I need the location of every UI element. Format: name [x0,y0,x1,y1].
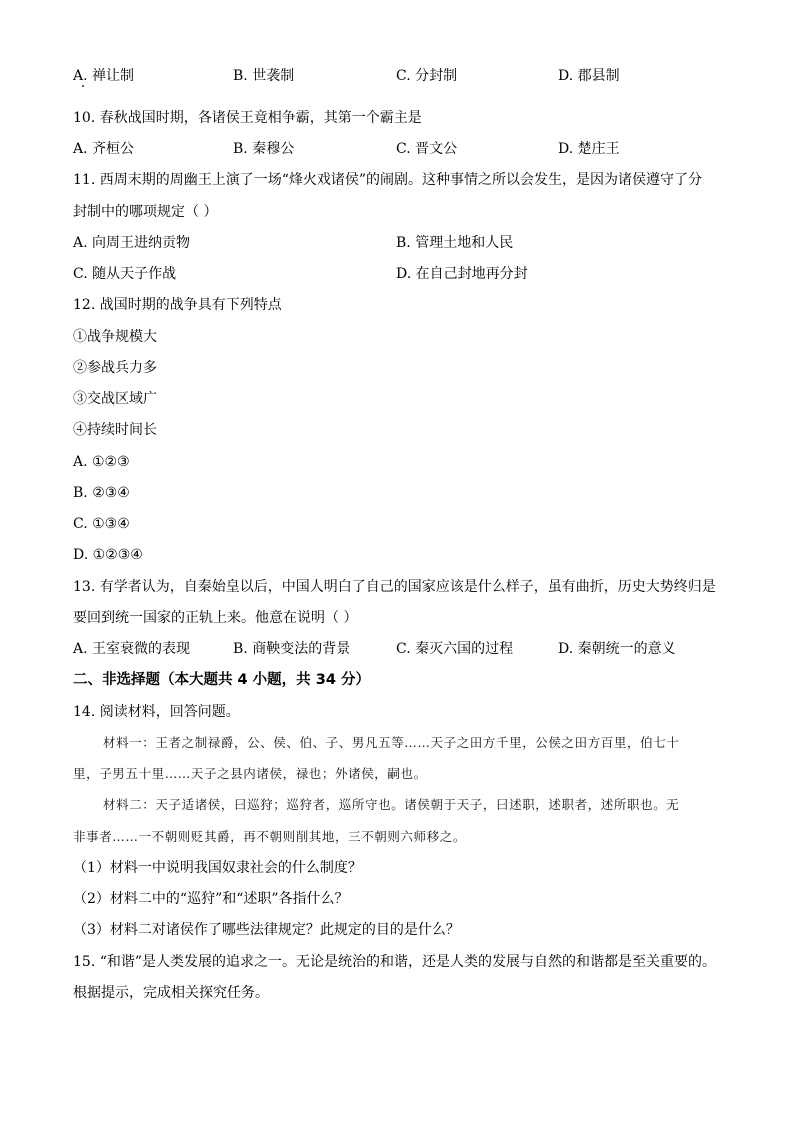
q9-option-c: C. 分封制 [396,68,458,84]
q11-option-a: A. 向周王进纳贡物 [73,235,191,251]
q14-material1-line1: 材料一：王者之制禄爵，公、侯、伯、子、男凡五等……天子之田方千里，公侯之田方百里，伯七十 [103,735,680,750]
q11-stem-line2: 封制中的哪项规定（ ） [73,204,218,220]
q13-stem-line2: 要回到统一国家的正轨上来。他意在说明（ ） [73,610,358,626]
q15-stem-line1: 15. “和谐”是人类发展的追求之一。无论是统治的和谐，还是人类的发展与自然的和谐都是至关重要的。 [73,954,717,970]
q9-option-d: D. 郡县制 [558,68,620,84]
stray-dot [82,85,84,87]
q10-option-d: D. 楚庄王 [558,141,620,157]
q11-option-d: D. 在自己封地再分封 [396,266,528,282]
q12-option-c: C. ①③④ [73,516,130,532]
q14-material1-line2: 里，子男五十里……天子之县内诸侯，禄也；外诸侯，嗣也。 [73,766,427,781]
q12-item-3: ③交战区域广 [73,391,157,407]
q13-option-a: A. 王室衰微的表现 [73,641,191,657]
q10-option-c: C. 晋文公 [396,141,458,157]
q12-item-1: ①战争规模大 [73,329,157,345]
q12-option-a: A. ①②③ [73,454,130,470]
q13-option-d: D. 秦朝统一的意义 [558,641,676,657]
q14-subquestion-2: （2）材料二中的“巡狩”和“述职”各指什么？ [73,891,349,907]
q14-material2-line2: 非事者……一不朝则贬其爵，再不朝则削其地，三不朝则六师移之。 [73,829,467,844]
q11-option-c: C. 随从天子作战 [73,266,177,282]
q13-option-c: C. 秦灭六国的过程 [396,641,514,657]
q12-item-2: ②参战兵力多 [73,360,157,376]
q13-option-b: B. 商鞅变法的背景 [233,641,351,657]
q12-option-b: B. ②③④ [73,485,130,501]
section-heading: 二、非选择题（本大题共 4 小题，共 34 分） [73,672,370,688]
q11-stem-line1: 11. 西周末期的周幽王上演了一场“烽火戏诸侯”的闹剧。这种事情之所以会发生，是因为诸侯遵守了分 [73,172,703,188]
q11-option-b: B. 管理土地和人民 [396,235,514,251]
q9-option-a: A. 禅让制 [73,68,135,84]
q14-subquestion-3: （3）材料二对诸侯作了哪些法律规定？此规定的目的是什么？ [73,922,460,938]
q10-stem: 10. 春秋战国时期，各诸侯王竟相争霸，其第一个霸主是 [73,110,422,126]
q10-option-a: A. 齐桓公 [73,141,135,157]
q12-option-d: D. ①②③④ [73,547,143,563]
q14-subquestion-1: （1）材料一中说明我国奴隶社会的什么制度？ [73,860,362,876]
q13-stem-line1: 13. 有学者认为，自秦始皇以后，中国人明白了自己的国家应该是什么样子，虽有曲折，历史大势终归是 [73,579,716,595]
q14-stem: 14. 阅读材料，回答问题。 [73,704,240,720]
q12-item-4: ④持续时间长 [73,422,157,438]
q14-material2-line1: 材料二：天子适诸侯，曰巡狩；巡狩者，巡所守也。诸侯朝于天子，曰述职，述职者，述所职也。无 [103,797,680,812]
q12-stem: 12. 战国时期的战争具有下列特点 [73,297,282,313]
q15-stem-line2: 根据提示，完成相关探究任务。 [73,985,269,1001]
q9-option-b: B. 世袭制 [233,68,295,84]
q10-option-b: B. 秦穆公 [233,141,295,157]
